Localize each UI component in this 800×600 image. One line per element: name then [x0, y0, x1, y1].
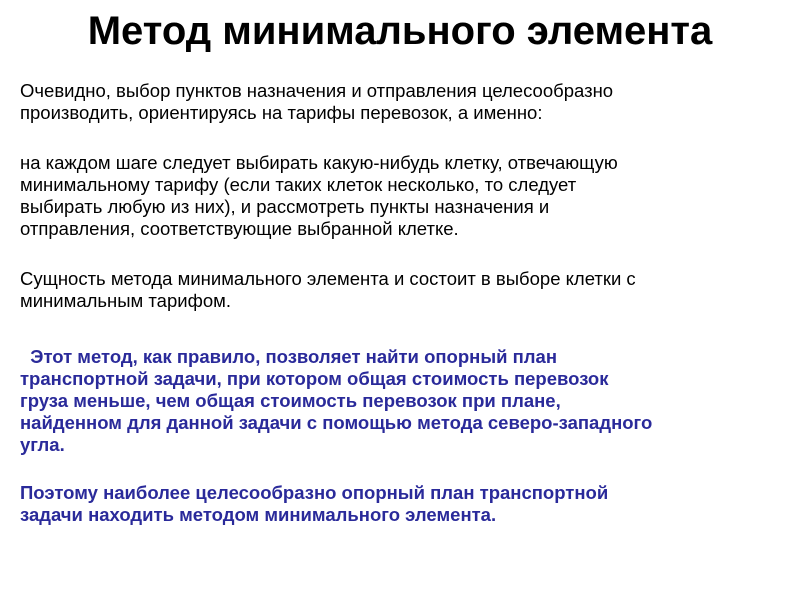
paragraph-conclusion: Поэтому наиболее целесообразно опорный план транспортной задачи находить методом минимального элемента. — [20, 482, 609, 525]
paragraph-step-rule: на каждом шаге следует выбирать какую-нибудь клетку, отвечающую минимальному тарифу (если таких клеток несколько, то следует выбирать любую из них), и рассмотреть пункты назначения и отправления, соответствующие выбранной клетке. — [20, 152, 618, 239]
slide-title: Метод минимального элемента — [87, 9, 713, 53]
paragraph-intro: Очевидно, выбор пунктов назначения и отправления целесообразно производить, ориентируясь на тарифы перевозок, а именно: — [20, 80, 614, 123]
paragraph-essence: Сущность метода минимального элемента и состоит в выборе клетки с минимальным тарифом. — [20, 268, 636, 311]
paragraph-advantage: Этот метод, как правило, позволяет найти опорный план транспортной задачи, при котором общая стоимость перевозок груза меньше, чем общая стоимость перевозок при плане, найденном для данной задачи с помощью метода северо-западного угла. — [20, 346, 653, 455]
